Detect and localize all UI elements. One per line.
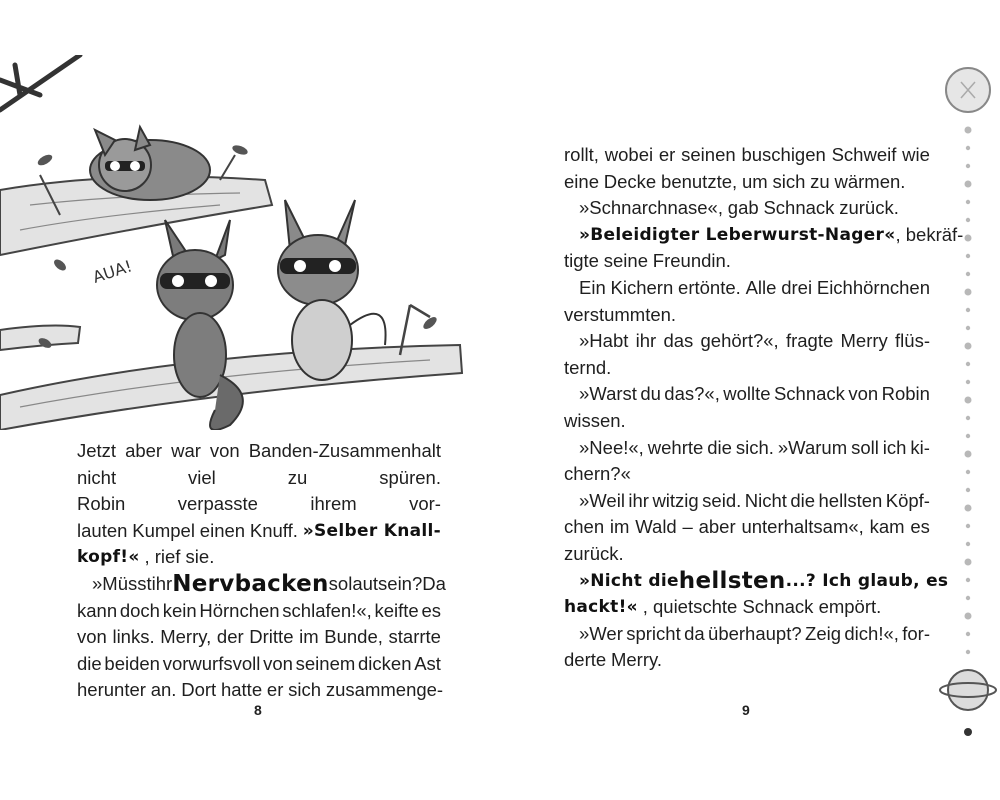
- word: for-: [902, 622, 930, 644]
- chain-dot: [965, 397, 972, 404]
- word: überhaupt?: [708, 622, 802, 644]
- word: , quietschte Schnack empört.: [642, 596, 882, 618]
- word: soll: [851, 436, 879, 458]
- word: um: [741, 170, 768, 192]
- word: sich.: [735, 436, 774, 458]
- chain-dot: [965, 235, 972, 242]
- text-line: [77, 438, 441, 465]
- word: wärmen.: [834, 170, 906, 192]
- text-line: [564, 488, 930, 515]
- word: das?«,: [664, 383, 720, 405]
- word: sich: [288, 679, 322, 701]
- chain-dot: [966, 434, 970, 438]
- word: Ein: [579, 276, 606, 298]
- text-line: [564, 647, 930, 674]
- text-line: [564, 222, 964, 249]
- page-number-right: 9: [742, 702, 750, 718]
- word: rollt,: [564, 144, 599, 165]
- emphasized-word: ...? Ich glaub, es: [785, 570, 949, 591]
- word: Jetzt: [77, 440, 117, 461]
- chain-dot: [966, 578, 970, 582]
- word: verstummten.: [564, 303, 677, 325]
- word: aber: [125, 440, 163, 461]
- word: gehört?«,: [700, 330, 779, 352]
- word: Freundin.: [652, 250, 731, 272]
- chain-dot: [965, 451, 972, 458]
- word: zurück.: [839, 197, 899, 219]
- word: Merry,: [160, 626, 212, 648]
- chain-dot: [966, 218, 970, 222]
- word: Schnack: [773, 383, 845, 405]
- word: ihr: [628, 489, 649, 511]
- chain-dot: [966, 488, 970, 492]
- text-line: [77, 624, 441, 651]
- word: buschigen: [741, 144, 826, 165]
- word: der: [216, 626, 244, 648]
- word: wollte: [723, 383, 771, 405]
- text-line: [564, 435, 930, 462]
- text-line: [77, 544, 441, 571]
- chain-dot: [966, 146, 970, 150]
- chain-dot: [966, 524, 970, 528]
- word: Wald: [635, 516, 677, 538]
- word: Kumpel: [132, 519, 195, 541]
- chain-dot: [965, 181, 972, 188]
- chain-dot: [966, 596, 970, 600]
- word: wie: [902, 144, 930, 165]
- word: sich: [772, 170, 806, 192]
- chain-dot: [966, 380, 970, 384]
- word: »Wer: [579, 622, 623, 644]
- word: von: [848, 383, 879, 405]
- right-page: [500, 0, 1000, 800]
- word: »Habt: [579, 330, 629, 352]
- word: seinem: [295, 652, 356, 674]
- text-line: [564, 302, 930, 329]
- word: ki-: [910, 436, 930, 458]
- word: zu: [810, 170, 830, 192]
- word: Dort: [181, 679, 217, 701]
- word: lauten: [77, 519, 128, 541]
- word: die: [707, 436, 732, 458]
- word: Nicht: [744, 489, 787, 511]
- word: »Schnarchnase«,: [579, 197, 723, 219]
- word: es: [421, 599, 441, 621]
- decorative-chain-ornament: [935, 60, 1000, 750]
- emphasized-word: »Nicht die: [579, 570, 679, 591]
- text-line: [564, 248, 930, 275]
- word: ihr: [151, 572, 173, 594]
- text-line: [564, 461, 930, 488]
- word: beiden: [104, 652, 160, 674]
- word: wehrte: [647, 436, 704, 458]
- word: ihr: [635, 330, 657, 352]
- word: die: [790, 489, 816, 511]
- text-line: [564, 514, 930, 541]
- word: er: [266, 679, 284, 701]
- text-line: [564, 328, 930, 355]
- word: –: [682, 516, 693, 538]
- word: derte: [564, 649, 607, 671]
- word: Merry: [840, 330, 888, 352]
- emphasized-word: hackt!«: [564, 597, 638, 618]
- word: ich: [882, 436, 907, 458]
- text-line: [564, 408, 930, 435]
- text-line: [564, 142, 930, 169]
- word: , bekräf-: [895, 223, 964, 245]
- text-line: [77, 491, 441, 518]
- word: seinen: [681, 144, 736, 165]
- word: »Warum: [777, 436, 848, 458]
- word: dich!«,: [844, 622, 899, 644]
- word: verpasste: [177, 493, 258, 515]
- word: Köpf-: [885, 489, 930, 511]
- word: aber: [698, 516, 736, 538]
- word: doch: [119, 599, 160, 621]
- word: Da: [422, 572, 446, 594]
- word: von: [77, 626, 107, 648]
- word: Bunde,: [324, 626, 383, 648]
- word: herunter: [77, 679, 146, 701]
- word: hatte: [220, 679, 263, 701]
- word: »Warst: [579, 383, 637, 405]
- word: Dritte: [249, 626, 294, 648]
- chain-dot: [966, 632, 970, 636]
- emphasized-word: »Beleidigter Leberwurst-Nager«: [579, 224, 896, 245]
- text-line: [77, 651, 441, 678]
- chain-dot: [965, 505, 972, 512]
- chain-dot: [966, 164, 970, 168]
- word: sein?: [378, 572, 423, 594]
- word: chen: [564, 516, 605, 538]
- word: zurück.: [564, 542, 624, 564]
- word: wobei: [604, 144, 654, 165]
- word: vorwurfsvoll: [162, 652, 261, 674]
- word: Knuff.: [249, 519, 298, 541]
- word: das: [663, 330, 694, 352]
- squirrel-top: [90, 127, 210, 200]
- word: fragte: [785, 330, 834, 352]
- word: chern?«: [564, 463, 631, 485]
- text-line: [77, 465, 441, 492]
- chain-dot: [966, 416, 970, 420]
- text-line: [564, 541, 930, 568]
- chain-dot: [966, 308, 970, 312]
- word: unterhaltsam«,: [741, 516, 864, 538]
- word: es: [910, 516, 930, 538]
- chain-dot: [966, 272, 970, 276]
- word: keifte: [374, 599, 419, 621]
- text-line: [77, 518, 441, 545]
- word: hellsten: [818, 489, 883, 511]
- word: Decke: [603, 170, 657, 192]
- squirrels-illustration: [0, 55, 470, 430]
- chain-dot: [966, 200, 970, 204]
- chain-dot: [966, 470, 970, 474]
- text-line: [564, 594, 930, 621]
- planet-icon: [948, 670, 988, 710]
- emphasized-word: Nervbacken: [172, 570, 329, 597]
- text-line: [564, 195, 930, 222]
- word: eine: [564, 170, 599, 192]
- word: »Nee!«,: [579, 436, 644, 458]
- chain-dot: [966, 650, 970, 654]
- chain-dot: [965, 343, 972, 350]
- chain-dot: [965, 127, 972, 134]
- word: dicken: [358, 652, 412, 674]
- chain-dot: [965, 289, 972, 296]
- word: im: [609, 516, 630, 538]
- word: Schweif: [831, 144, 897, 165]
- word: Eichhörnchen: [816, 276, 930, 298]
- word: Robin: [881, 383, 930, 405]
- word: von: [209, 440, 240, 461]
- word: viel: [188, 466, 216, 488]
- word: , rief sie.: [144, 546, 215, 568]
- text-line: [77, 570, 446, 598]
- word: spricht: [626, 622, 681, 644]
- word: zusammenge-: [325, 679, 444, 701]
- chain-dot: [965, 559, 972, 566]
- word: Banden-Zusammenhalt: [248, 440, 441, 461]
- word: nicht: [77, 466, 117, 488]
- word: an.: [150, 679, 177, 701]
- word: wissen.: [564, 409, 626, 431]
- word: so: [328, 572, 349, 594]
- chain-dot: [966, 326, 970, 330]
- word: spüren.: [379, 466, 441, 488]
- word: im: [299, 626, 319, 648]
- word: kann: [77, 599, 118, 621]
- word: seid.: [702, 489, 742, 511]
- word: da: [684, 622, 705, 644]
- right-page-text: [564, 142, 964, 674]
- emphasized-word: kopf!«: [77, 547, 140, 568]
- word: »Müsst: [92, 572, 152, 594]
- word: ertönte.: [678, 276, 741, 298]
- text-line: [564, 355, 930, 382]
- text-line: [564, 621, 930, 648]
- text-line: [564, 275, 930, 302]
- chain-dot: [966, 362, 970, 366]
- word: Zeig: [805, 622, 842, 644]
- word: gab: [727, 197, 759, 219]
- aua-exclamation: AUA!: [90, 256, 135, 287]
- word: Hörnchen: [199, 599, 280, 621]
- word: Robin: [77, 493, 126, 515]
- text-line: [564, 567, 949, 595]
- word: Merry.: [610, 649, 663, 671]
- word: drei: [781, 276, 813, 298]
- word: kam: [869, 516, 905, 538]
- text-line: [77, 598, 441, 625]
- word: die: [77, 652, 102, 674]
- left-page-text: [77, 438, 446, 704]
- word: links.: [112, 626, 155, 648]
- word: einen: [199, 519, 246, 541]
- text-line: [564, 381, 930, 408]
- word: war: [171, 440, 201, 461]
- word: von: [263, 652, 293, 674]
- word: tigte: [564, 250, 599, 272]
- word: seine: [603, 250, 648, 272]
- word: kein: [162, 599, 197, 621]
- word: ihrem: [310, 493, 357, 515]
- word: Schnack: [763, 197, 835, 219]
- chain-dot: [966, 542, 970, 546]
- word: schlafen!«,: [282, 599, 372, 621]
- chain-dot: [965, 613, 972, 620]
- word: du: [640, 383, 661, 405]
- word: Alle: [745, 276, 777, 298]
- page-number-left: 8: [254, 702, 262, 718]
- emphasized-word: »Selber Knall-: [302, 520, 441, 541]
- word: witzig: [652, 489, 699, 511]
- word: er: [658, 144, 676, 165]
- word: ternd.: [564, 356, 612, 378]
- word: starrte: [388, 626, 441, 648]
- text-line: [77, 677, 444, 704]
- chain-dot: [966, 254, 970, 258]
- word: flüs-: [895, 330, 930, 352]
- word: »Weil: [579, 489, 625, 511]
- word: vor-: [409, 493, 441, 515]
- word: zu: [287, 466, 308, 488]
- text-line: [564, 169, 930, 196]
- emphasized-word: hellsten: [678, 567, 786, 594]
- word: Ast: [414, 652, 441, 674]
- word: laut: [348, 572, 379, 594]
- word: benutzte,: [661, 170, 738, 192]
- word: Kichern: [610, 276, 674, 298]
